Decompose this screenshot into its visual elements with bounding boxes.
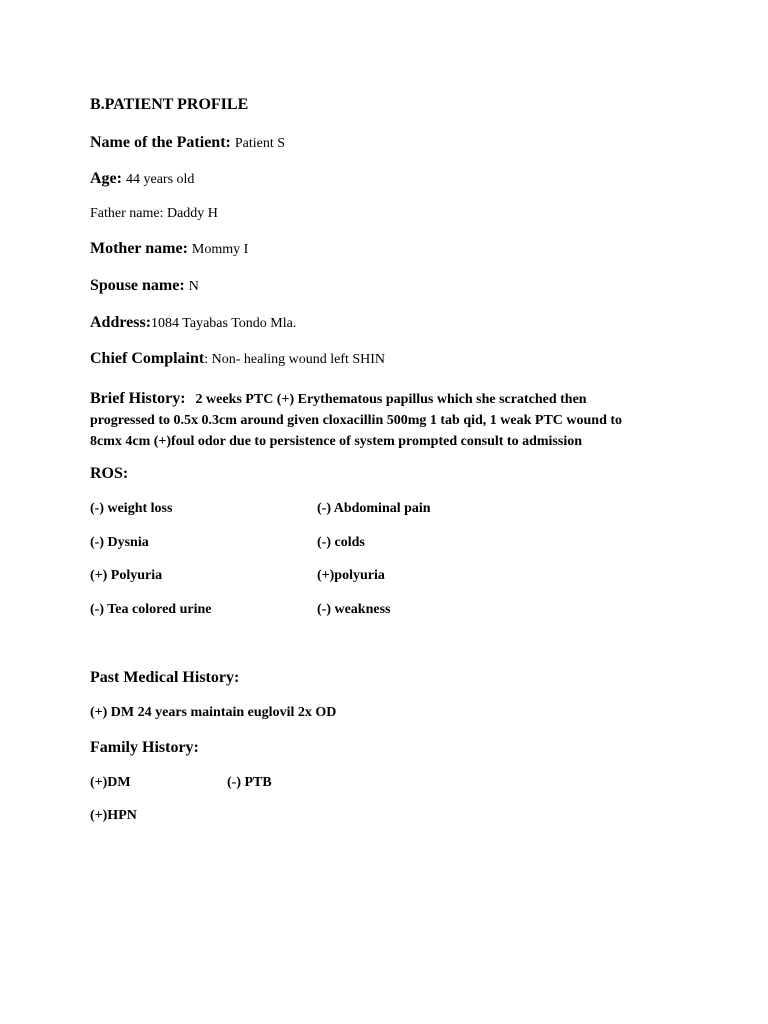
ros-item: (-) colds <box>317 535 365 550</box>
brief-history-text: 2 weeks PTC (+) Erythematous papillus which she scratched then <box>195 392 587 407</box>
ros-item: (-) weakness <box>317 602 391 617</box>
brief-history-line-1 <box>90 388 690 410</box>
address-label: Address: <box>90 314 152 331</box>
chief-complaint-label: Chief Complaint <box>90 350 205 367</box>
chief-complaint-row <box>90 350 385 368</box>
past-medical-history-item: (+) DM 24 years maintain euglovil 2x OD <box>90 705 337 720</box>
ros-item: (-) Dysnia <box>90 535 149 550</box>
ros-item: (+)polyuria <box>317 568 385 583</box>
ros-item: (+) Polyuria <box>90 568 163 583</box>
ros-title: ROS: <box>90 465 129 482</box>
father-name-row <box>90 206 218 222</box>
patient-name-row <box>90 134 285 152</box>
ros-item: (-) Tea colored urine <box>90 602 212 617</box>
brief-history-text: 8cmx 4cm (+)foul odor due to persistence of system prompted consult to admission <box>90 434 582 449</box>
father-name-label: Father name: <box>90 206 164 221</box>
patient-name-value: Patient S <box>234 136 286 151</box>
mother-name-row <box>90 240 248 258</box>
spouse-name-label: Spouse name: <box>90 277 185 294</box>
address-row <box>90 314 296 332</box>
brief-history <box>90 388 690 452</box>
family-history-item: (+)DM <box>90 775 131 790</box>
mother-name-value: Mommy I <box>191 242 249 257</box>
address-value: 1084 Tayabas Tondo Mla. <box>151 316 297 331</box>
patient-name-label: Name of the Patient: <box>90 134 231 151</box>
section-title: B.PATIENT PROFILE <box>90 96 249 113</box>
brief-history-label: Brief History: <box>90 390 186 407</box>
family-history-item: (+)HPN <box>90 808 137 823</box>
age-value: 44 years old <box>125 172 195 187</box>
spouse-name-value: N <box>188 279 199 294</box>
spouse-name-row <box>90 277 199 295</box>
past-medical-history-title: Past Medical History: <box>90 669 240 686</box>
chief-complaint-value: : Non- healing wound left SHIN <box>204 352 386 367</box>
mother-name-label: Mother name: <box>90 240 188 257</box>
ros-item: (-) Abdominal pain <box>317 501 431 516</box>
ros-item: (-) weight loss <box>90 501 173 516</box>
age-row <box>90 170 194 188</box>
brief-history-text: progressed to 0.5x 0.3cm around given cloxacillin 500mg 1 tab qid, 1 weak PTC wound to <box>90 413 623 428</box>
family-history-title: Family History: <box>90 739 199 756</box>
age-label: Age: <box>90 170 122 187</box>
father-name-value: Daddy H <box>166 206 218 221</box>
family-history-item: (-) PTB <box>227 775 272 790</box>
